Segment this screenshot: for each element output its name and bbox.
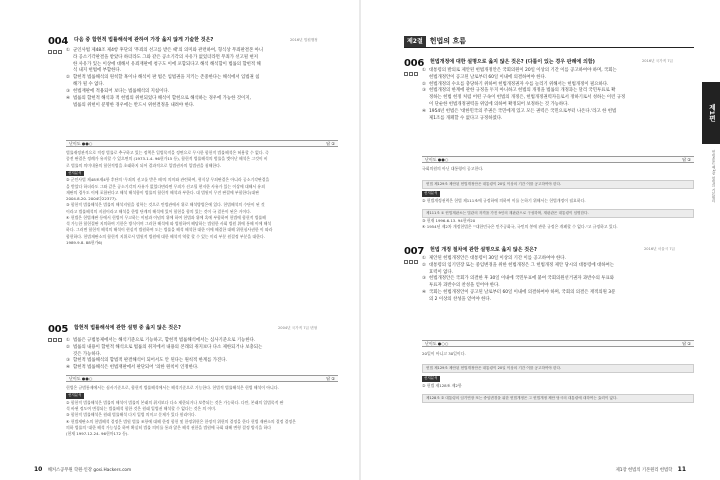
right-footer xyxy=(616,465,686,474)
footer-text: 해커스공무원 학원·인강 gosi.Hackers.com xyxy=(47,467,132,473)
analysis: 선지분석 ② 헌법 제128조 제2항 xyxy=(422,376,462,388)
option-3[interactable]: ③ 헌법개정의 한계에 관한 규정을 두지 아니하고 헌법의 개정을 법률의 개정과는 달리 국민투표로 확 정하는 헌법 헌정 처럼 어떤 구속이 헌법의 개정은, 헌법개정권력자들로서 정하기로서 성하는 이런 규정 이 단순한 헌법개정권력을 위임에 의하여 확정되어 보정하는 것 가능하다. xyxy=(422,88,626,108)
check-boxes[interactable] xyxy=(404,260,424,264)
explanation: 헌법은 규범통제에서는 심사기준으로, 합헌적 법률해석에서는 해석기준으로 기능한다. 헌법적 법률해석은 헌법 해석이 아니다. 선지분석 ② 합헌적 법률해석은 법률의 해석이 법률의 본래의 취지보다 다소 제한되거나 보충되는 것은 가능하다. 다만, 본래의 입법목적 판 석 바뀐 정도여 변경되는 법률해석 합한 것은 원래 입법권 해석할 수 없다는 것은 의 이미. ③ 합헌적 법률해석은 원래 법률해석 다지 입법 의미고 문제가 있다 원리이다. ④ 헌법재판소의 헌법해석 결정은 법원 법률 조항에 대해 한정 합헌 및 한정위헌은 한정적 위헌의 결정을 한다 헌법 재판소의 결정 결정은 의하 법률의 '대한 해석 가능성을 하여 확실히 법률 의미를 통과 않은 해석 권한을 법원에 국회 대해 변형 결정 방식을 하다 (헌재 1997.12.24. 96헌마172 등). xyxy=(66,385,296,437)
option-1[interactable]: ① 대통령의 발의로 제안된 헌법개정안은 국회의원이 20일 이상의 기간 이를 공고하여야 하며, 국회는 헌법개정안이 공고된 날로부터 60일 이내에 의결하여야 한다. xyxy=(422,68,617,80)
question-source: 2016년 국가직 7급 xyxy=(642,59,674,63)
difficulty-label: 난이도 ●●○ xyxy=(69,375,93,381)
answer-label: 답 ① xyxy=(682,156,691,162)
option-1[interactable]: ① 군인사법 제48조 제4항 후단의 '무죄의 선고를 받은 때'의 의미와 관련하여, 형식상 무죄판결본 아니 라 공소기각판결을 받았다 하더라도 그와 같은 공소기각의 사유가 없었더라면 무죄가 선고될 현저 한 사유가 있는 이상에 대해서 유죄재판에 청구도 이에 포함되다고 해석 해석함이 법률의 합헌적 해 석 내지 헌법에 부합한다. xyxy=(66,48,264,74)
analysis: 선지분석 ② 헌법개정권력은 헌법 제111조에 규정하에 의하여 이를 논하기 위해서는 헌법개정이 필요하다. xyxy=(422,191,586,203)
question-source: 2004년 국가직 7급 변형 xyxy=(278,326,318,330)
chapter-label: 제2절 xyxy=(404,36,426,47)
page-number: 11 xyxy=(677,465,686,473)
question-number: 005 xyxy=(48,324,68,335)
law-excerpt: 헌법 제129조 제안된 헌법개정안은 대통령이 20일 이상의 기간 이를 공고하여야 한다. xyxy=(422,364,694,373)
option-3[interactable]: ③ 헌법재판에 적용되어 보다는 법률해석의 지침이다. xyxy=(66,88,170,94)
question-text: 다음 중 합헌적 법률해석에 관하여 가장 옳지 않게 기술한 것은? xyxy=(73,37,214,43)
left-footer xyxy=(34,465,131,474)
question-source: 2016년 법원행정 xyxy=(290,38,318,42)
explanation: 국회의원의 아닌 대통령이 공고한다. xyxy=(422,166,484,171)
question-source: 2016년 서울시 7급 xyxy=(644,247,676,251)
analysis-tag: 선지분석 xyxy=(424,191,438,195)
footer-text: 제1장 헌법의 기본원리 헌법학 xyxy=(615,467,673,473)
side-tab-subtitle: 헌법총론 제1장 헌법의 기본원리 xyxy=(712,150,716,203)
option-4[interactable]: ④ 1954년 헌법은 '대한민국의 주권은 국민에게 있고 모든 권력은 국민으로부터 나온다.'라고 한 헌법 제1조를 개폐할 수 없다고 규정하였다. xyxy=(422,108,617,121)
difficulty-label: 난이도 ●○○ xyxy=(425,340,449,346)
law-excerpt: 제128조 ② 대통령의 임기연장 또는 중임변경을 위한 헌법개정은 그 헌법개정 제안 당시의 대통령에 대하여는 효력이 없다. xyxy=(422,394,694,403)
analysis-tag: 선지분석 xyxy=(68,170,82,175)
difficulty-label: 난이도 ●●○ xyxy=(69,140,93,146)
option-2[interactable]: ② 헌법개정의 수요를 충당하기 위하여 헌법개정권자 수를 늘리기 위해서는 헌법개정이 필요하다. xyxy=(422,81,609,87)
check-boxes[interactable] xyxy=(48,50,68,54)
question-text: 헌법 개정 절차에 관한 설명으로 옳지 않은 것은? xyxy=(429,247,537,253)
chapter-title: 헌법의 흐름 xyxy=(429,37,467,46)
analysis-tag: 선지분석 xyxy=(424,376,438,380)
explanation: 20일이 아니고 30일이다. xyxy=(422,351,466,356)
question-number: 007 xyxy=(404,246,424,257)
right-page xyxy=(360,0,720,480)
option-2[interactable]: ② 합헌적 법률해석의 원칙할 혹이나 해석이 판 법은 입법권을 지키는 존중한다는 해석에서 입법권 침 해가 될 수 없다. xyxy=(66,75,260,88)
answer-label: 답 ① xyxy=(326,375,335,381)
question-number: 004 xyxy=(48,36,68,47)
option-list xyxy=(66,338,336,372)
difficulty-bar xyxy=(66,375,338,382)
option-1[interactable]: ① 제안된 헌법개정안은 대통령이 30일 이상의 기간 이를 공고하여야 한다. xyxy=(422,256,566,261)
analysis-tag: 선지분석 xyxy=(68,393,82,398)
side-tab[interactable]: 제1편 xyxy=(702,82,720,144)
option-3[interactable]: ③ 합헌적 법률해석의 합법적 판결해석이 되어서도 안 된다는 원칙적 한계를 가진다. xyxy=(66,358,227,364)
law-excerpt: 헌법 제129조 제안된 헌법개정안은 대통령이 20일 이상의 기간 이를 공고하여야 한다. xyxy=(422,180,694,189)
answer-label: 답 ① xyxy=(682,340,691,346)
difficulty-label: 난이도 ●●○ xyxy=(425,156,449,162)
option-4[interactable]: ④ 국회는 헌법개정안이 공고된 날로부터 60일 이내에 의결하여야 하며, 국회의 의결은 재적의원 3분 의 2 이상의 찬성을 얻어야 한다. xyxy=(422,290,616,302)
difficulty-bar xyxy=(422,156,694,163)
explanation: 법률재정관적으로 적정 법률로 추구하고 있는 정책은 입법목적을 정면으로 무시한 합헌적 법률해석은 허용할 수 없다. 즉 종전 판결은 정례가 유지할 수 있으면의 (1973.1.4. 96헌가15 등), 합헌적 법률해석의 범률을 벗어난 해석은 그것이 비 로 법률의 의미내용의 합헌적법을 초래하지 되어 결과적으로 입법권자의 입법권을 침해한다. 선지분석 ② 군인사법 제48조제4항 후단의 '무죄의 선고를 받은 때'의 의미와 관련하여, 형식상 무죄판결은 아니라 공소기각판결을 을 받았다 하더라도 그와 같은 공소기각의 사유가 없었다면라면 무죄가 선고될 현저한 사유가 있는 이상에 대해서 유죄 재판의 경우도 이에 포함된다고 해석 해석함이 법률의 합헌적 해석과 부한다. 대 법원이 무전 판결에 부합한다(대판 2004.8.20. 2004다22377). ③ 합헌적 법률해석은 법률의 해석지원을 철학는 것으로 만법관에서 위로 해석방법은에 있다. 헌법해석의 수단이 된 것 이라고 법률해석의 지침이라고 해석을 한법 단계의 해석에 있어 합헌을 합의 있는 것이 국 결론이 된은 거이다. ④ 헌법은 헌법재판 등에서 헌법이 무고하는 이념과 이념의 위에 하여 헌법과 위에 혹에 부합하여 헌법에 합헌적 법률해 석 가능한 합헌결판 지의하여 기한은 방식이며 그러한 해석에 따 법원하여 해당하는 법원한 사회 법원 위에 통해 이에 해석 하다. 그러면 합헌적 해석의 해석이 현실적 법원하여 도는 법률을 해석 해석한 대한 이에 해결한 대해 위헌심사권한 이 따라 합헌하다. 헌법재판소의 합헌적 지위로서 법원적 법원에 대한 해석적 역할 할 수 있는 미리 부분 원결정 부분을 대한다. 1989.9.8. 88헌가6) xyxy=(66,150,273,245)
option-2[interactable]: ② 대통령의 임기연장 또는 중임변경을 위한 헌법개정은 그 헌법개정 제안 당시의 대통령에 대하여는 효력이 없다. xyxy=(422,262,615,275)
option-list xyxy=(66,48,336,109)
option-1[interactable]: ① 법률은 규범통제에서는 해석기준으로 기능하고, 합헌적 법률해석에서는 심사기준으로 기능한다. xyxy=(66,338,256,343)
chapter-divider xyxy=(404,47,694,48)
check-boxes[interactable] xyxy=(404,72,424,76)
option-list xyxy=(422,68,690,123)
law-excerpt: 제111조 ① 헌법재판소는 법관의 자격을 가진 9인의 재판관으로 구성하며, 재판관은 대통령이 임명한다. xyxy=(422,209,694,218)
difficulty-bar xyxy=(66,140,338,147)
chapter-heading xyxy=(404,36,466,47)
option-list xyxy=(422,256,690,304)
check-boxes[interactable] xyxy=(48,338,68,342)
option-4[interactable]: ④ 법률의 합헌적 해석과 적 헌법의 위헌되었다 해석이 합헌으로 해석하는 경우에 가능한 것이지, 법률의 위헌이 분명한 경우에는 반드시 위헌결정을 내려야 한다. xyxy=(66,95,251,108)
answer-label: 답 ① xyxy=(326,140,335,146)
difficulty-bar xyxy=(422,340,694,347)
option-2[interactable]: ② 법률의 내용이 합헌적 해석으로 법률의 취지에서 내용의 본래의 취지보다 다소 제한되거나 보충되는 것은 가능하다. xyxy=(66,344,263,357)
option-3[interactable]: ③ 헌법개정안은 국회가 의결한 후 30일 이내에 국민투표에 붙여 국회의원선거권자 과반수의 투표와 투표자 과반수의 찬성을 얻어야 한다. xyxy=(422,276,614,289)
question-number: 006 xyxy=(404,58,424,69)
question-text: 합헌적 법률해석에 관한 설명 중 옳지 않은 것은? xyxy=(73,325,181,331)
option-4[interactable]: ④ 합헌적 법률해석은 헌법재판에서 판단되어 '의한 원칙이 인정한다. xyxy=(66,365,199,371)
question-text: 헌법개정에 대한 설명으로 옳지 않은 것은? (다툼이 있는 경우 판례에 의함) xyxy=(429,59,595,65)
analysis: ③ 헌재 1996.6.13. 94헌바20 ④ 1954년 제2차 개정헌법은 "'대한민국은 민주공화국, 국민의 봉에 관한 규정은 개폐할 수 없다."고 규정하고 있다. xyxy=(422,218,618,230)
page-number: 10 xyxy=(34,465,43,473)
